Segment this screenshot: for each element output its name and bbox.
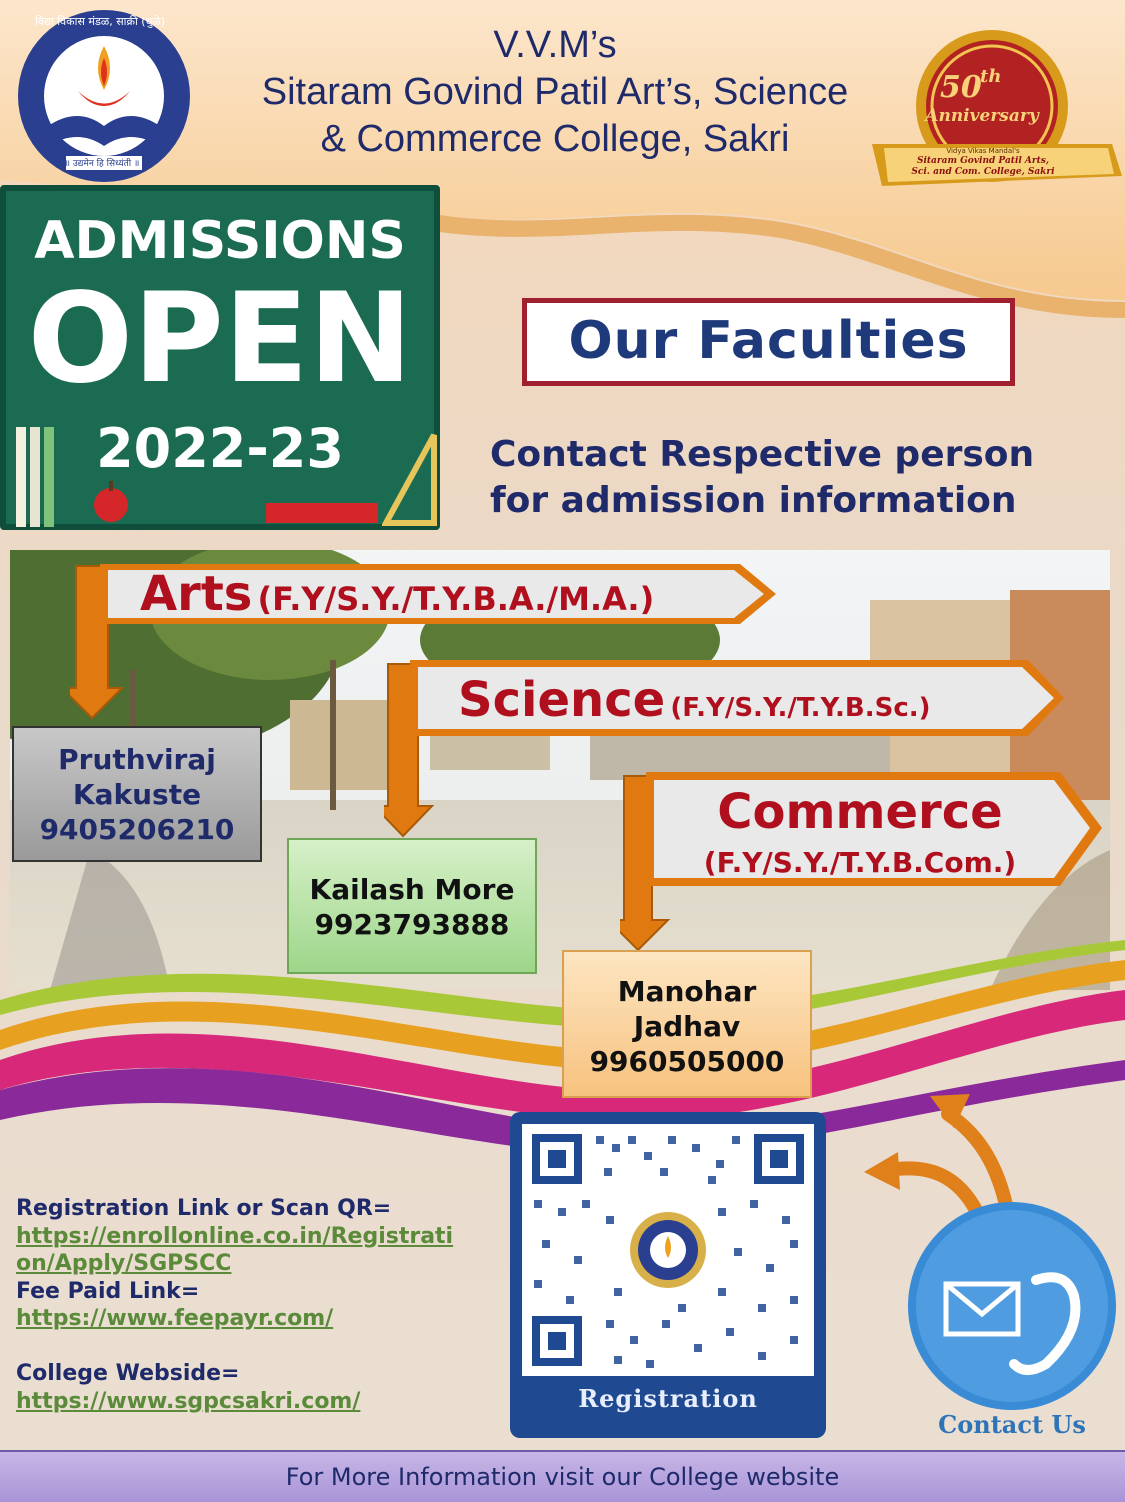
science-name: Science	[458, 672, 666, 728]
badge-small3: Sci. and Com. College, Sakri	[911, 167, 1055, 177]
footer-text: For More Information visit our College website	[285, 1463, 840, 1491]
arts-person-last: Kakuste	[72, 778, 202, 811]
board-year: 2022-23	[96, 417, 344, 480]
qr-code[interactable]	[522, 1124, 814, 1376]
commerce-contact-card	[562, 950, 812, 1098]
college-name-line2: & Commerce College, Sakri	[320, 118, 790, 160]
contact-line1: Contact Respective person	[490, 434, 1035, 475]
science-person: Kailash More	[309, 873, 515, 906]
contact-instruction	[490, 432, 1110, 524]
arts-person-first: Pruthviraj	[58, 743, 216, 776]
qr-label: Registration	[578, 1384, 758, 1413]
contact-us-icon[interactable]	[906, 1200, 1118, 1412]
qr-card[interactable]	[510, 1112, 826, 1438]
website-link[interactable]: https://www.sgpcsakri.com/	[16, 1388, 361, 1414]
science-contact-card	[287, 838, 537, 974]
badge-small1: Vidya Vikas Mandal's	[946, 147, 1020, 155]
college-abbr: V.V.M’s	[493, 24, 617, 66]
contact-us-label[interactable]: Contact Us	[938, 1410, 1086, 1439]
book-icon	[262, 497, 382, 527]
arts-heading	[140, 566, 654, 622]
science-heading	[458, 672, 931, 728]
admissions-board	[0, 185, 440, 530]
badge-suffix: th	[980, 66, 1002, 87]
ruler-triangle-icon	[382, 431, 438, 527]
commerce-person-first: Manohar	[617, 975, 757, 1008]
college-name-line1: Sitaram Govind Patil Art’s, Science	[261, 71, 849, 113]
logo-text: विद्या विकास मंडळ, साक्री (धुळे)	[34, 15, 166, 28]
arts-phone: 9405206210	[39, 813, 235, 846]
registration-link-part1[interactable]: https://enrollonline.co.in/Registrati	[16, 1223, 454, 1249]
science-phone: 9923793888	[314, 908, 510, 941]
board-admissions: ADMISSIONS	[34, 211, 406, 271]
logo-motto: ॥ उद्यमेन हि सिध्यंती ॥	[64, 159, 140, 169]
pencils-icon	[14, 427, 58, 527]
fee-label: Fee Paid Link=	[16, 1278, 200, 1304]
badge-small2: Sitaram Govind Patil Arts,	[916, 156, 1049, 166]
faculties-box	[522, 298, 1015, 386]
website-label: College Webside=	[16, 1361, 240, 1386]
commerce-phone: 9960505000	[589, 1045, 785, 1078]
contact-line2: for admission information	[490, 480, 1017, 521]
commerce-name: Commerce	[717, 784, 1003, 840]
registration-link-part2[interactable]: on/Apply/SGPSCC	[16, 1251, 232, 1276]
badge-number: 50	[940, 70, 982, 105]
footer-bar	[0, 1450, 1125, 1502]
commerce-person-last: Jadhav	[633, 1010, 741, 1043]
commerce-detail: (F.Y/S.Y./T.Y.B.Com.)	[703, 846, 1017, 879]
apple-icon	[88, 479, 134, 523]
faculties-title: Our Faculties	[568, 311, 969, 371]
badge-word: Anniversary	[925, 106, 1039, 126]
fee-link[interactable]: https://www.feepayr.com/	[16, 1306, 334, 1331]
arts-contact-card	[12, 726, 262, 862]
links-section	[16, 1195, 506, 1415]
arts-detail: (F.Y/S.Y./T.Y.B.A./M.A.)	[257, 580, 655, 618]
board-open: OPEN	[27, 267, 413, 411]
registration-label: Registration Link or Scan QR=	[16, 1196, 392, 1221]
arts-name: Arts	[140, 566, 253, 622]
science-detail: (F.Y/S.Y./T.Y.B.Sc.)	[670, 693, 931, 723]
